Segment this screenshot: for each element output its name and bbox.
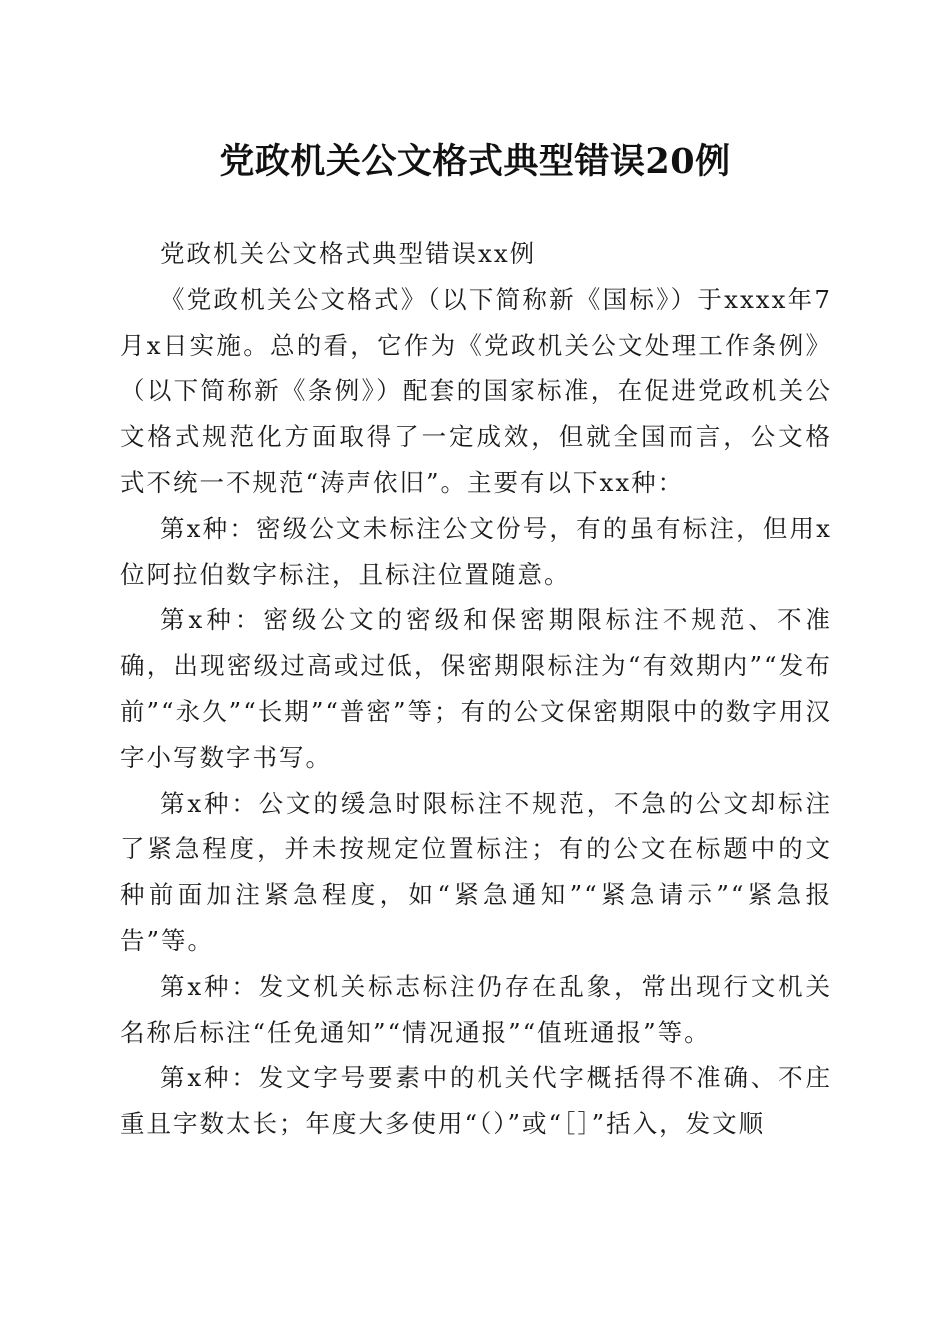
paragraph-intro: 《党政机关公文格式》（以下简称新《国标》）于xxxx年7月x日实施。总的看，它作为《党政机关公文处理工作条例》（以下简称新《条例》）配套的国家标准，在促进党政机关公文格式规范化方面取得了一定成效，但就全国而言，公文格式不统一不规范“涛声依旧”。主要有以下xx种：	[120, 284, 832, 497]
paragraph-error-4: 第x种：发文机关标志标注仍存在乱象，常出现行文机关名称后标注“任免通知”“情况通报”“值班通报”等。	[120, 971, 832, 1047]
paragraph-error-3: 第x种：公文的缓急时限标注不规范，不急的公文却标注了紧急程度，并未按规定位置标注；有的公文在标题中的文种前面加注紧急程度，如“紧急通知”“紧急请示”“紧急报告”等。	[120, 788, 832, 955]
paragraph-subtitle: 党政机关公文格式典型错误xx例	[160, 239, 537, 268]
paragraph-error-2: 第x种：密级公文的密级和保密期限标注不规范、不准确，出现密级过高或过低，保密期限标注为“有效期内”“发布前”“永久”“长期”“普密”等；有的公文保密期限中的数字用汉字小写数字书写。	[120, 605, 832, 772]
paragraph-error-5: 第x种：发文字号要素中的机关代字概括得不准确、不庄重且字数太长；年度大多使用“（）”或“［］”括入，发文顺	[120, 1063, 832, 1139]
paragraph-error-1: 第x种：密级公文未标注公文份号，有的虽有标注，但用x位阿拉伯数字标注，且标注位置随意。	[120, 513, 832, 589]
document-body	[120, 231, 832, 1147]
document-title: 党政机关公文格式典型错误20例	[219, 141, 731, 182]
